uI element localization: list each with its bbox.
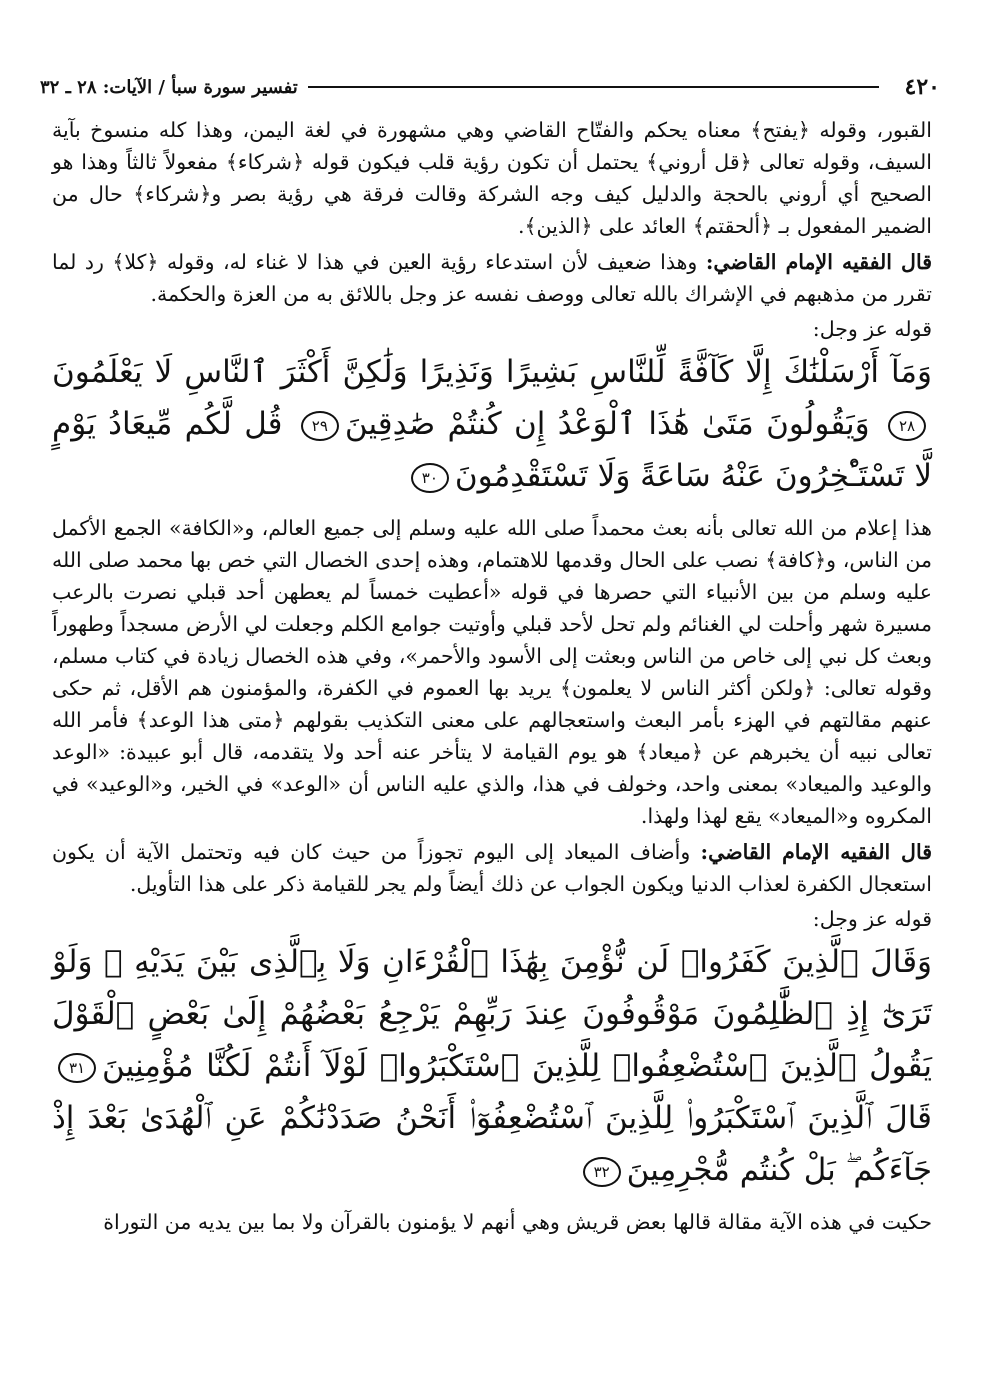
running-title: تفسير سورة سبأ / الآيات: ٢٨ ـ ٣٢ [40, 76, 298, 98]
imam-note-text: وهذا ضعيف لأن استدعاء رؤية العين في هذا لا غناء له، وقوله ﴿كلا﴾ رد لما تقرر من مذهبهم في الإشراك بالله تعالى ووصف نفسه عز وجل باللائق به من العزة والحكمة. [52, 250, 932, 306]
verse-number-marker: ٢٨ [888, 411, 926, 441]
running-header [40, 70, 940, 104]
imam-note-text: وأضاف الميعاد إلى اليوم تجوزاً من حيث كان فيه وتحتمل الآية أن يكون استعجال الكفرة لعذاب الدنيا ويكون الجواب عن ذلك أيضاً ولم يجر للقيامة ذكر على هذا التأويل. [52, 840, 932, 896]
commentary-paragraph: حكيت في هذه الآية مقالة قالها بعض قريش وهي أنهم لا يؤمنون بالقرآن ولا بما بين يديه من التوراة [103, 1210, 932, 1234]
page-number: ٤٢٠ [904, 74, 940, 100]
verse-intro: قوله عز وجل: [812, 907, 932, 931]
verse-text: وَيَقُولُونَ مَتَىٰ هَٰذَا ٱلْوَعْدُ إِن كُنتُمْ صَٰدِقِينَ [344, 406, 870, 442]
imam-note-label: قال الفقيه الإمام القاضي: [700, 840, 932, 864]
quran-verse-block [52, 346, 932, 502]
imam-note-label: قال الفقيه الإمام القاضي: [705, 250, 932, 274]
verse-text: قَالَ ٱلَّذِينَ ٱسْتَكْبَرُوا۟ لِلَّذِينَ ٱسْتُضْعِفُوٓا۟ أَنَحْنُ صَدَدْنَٰكُمْ عَنِ ٱلْهُدَىٰ بَعْدَ إِذْ جَآءَكُم ۖ بَلْ كُنتُم مُّجْرِمِينَ [52, 1100, 932, 1188]
verse-intro: قوله عز وجل: [812, 317, 932, 341]
verse-text: وَمَآ أَرْسَلْنَٰكَ إِلَّا كَآفَّةً لِّلنَّاسِ بَشِيرًا وَنَذِيرًا وَلَٰكِنَّ أَكْثَرَ ٱلنَّاسِ لَا يَعْلَمُونَ [52, 354, 932, 390]
verse-number-marker: ٣١ [58, 1053, 96, 1083]
quran-verse-block [52, 936, 932, 1196]
verse-number-marker: ٣٠ [411, 463, 449, 493]
imam-note [52, 246, 932, 310]
header-rule [308, 86, 879, 88]
commentary-paragraph: القبور، وقوله ﴿يفتح﴾ معناه يحكم والفتّاح القاضي وهي مشهورة في لغة اليمن، وهذا كله منسوخ بآية السيف، وقوله تعالى ﴿قل أروني﴾ يحتمل أن تكون رؤية قلب فيكون قوله ﴿شركاء﴾ مفعولاً ثالثاً وهذا هو الصحيح أي أروني بالحجة والدليل كيف وجه الشركة وقالت فرقة هي رؤية بصر و﴿شركاء﴾ حال من الضمير المفعول بـ ﴿ألحقتم﴾ العائد على ﴿الذين﴾. [52, 118, 932, 238]
verse-text: قُل لَّكُم مِّيعَادُ يَوْمٍ لَّا تَسْتَـْٔخِرُونَ عَنْهُ سَاعَةً وَلَا تَسْتَقْدِمُونَ [52, 406, 932, 494]
verse-number-marker: ٣٢ [583, 1157, 621, 1187]
verse-number-marker: ٢٩ [301, 411, 339, 441]
page-body [52, 114, 932, 1242]
verse-text: وَقَالَ ٱلَّذِينَ كَفَرُوا۟ لَن نُّؤْمِنَ بِهَٰذَا ٱلْقُرْءَانِ وَلَا بِٱلَّذِى بَيْنَ يَدَيْهِ ۗ وَلَوْ تَرَىٰٓ إِذِ ٱلظَّٰلِمُونَ مَوْقُوفُونَ عِندَ رَبِّهِمْ يَرْجِعُ بَعْضُهُمْ إِلَىٰ بَعْضٍ ٱلْقَوْلَ يَقُولُ ٱلَّذِينَ ٱسْتُضْعِفُوا۟ لِلَّذِينَ ٱسْتَكْبَرُوا۟ لَوْلَآ أَنتُمْ لَكُنَّا مُؤْمِنِينَ [52, 944, 932, 1084]
commentary-paragraph: هذا إعلام من الله تعالى بأنه بعث محمداً صلى الله عليه وسلم إلى جميع العالم، و«الكافة» الجمع الأكمل من الناس، و﴿كافة﴾ نصب على الحال وقدمها للاهتمام، وهذه إحدى الخصال التي خص بها محمد صلى الله عليه وسلم من بين الأنبياء التي حصرها في قوله «أعطيت خمساً لم يعطهن أحد قبلي نصرت بالرعب مسيرة شهر وأحلت لي الغنائم ولم تحل لأحد قبلي وأوتيت جوامع الكلم وجعلت لي الأرض مسجداً وطهوراً وبعث كل نبي إلى خاص من الناس وبعثت إلى الأسود والأحمر»، وفي هذه الخصال زيادة في كتاب مسلم، وقوله تعالى: ﴿ولكن أكثر الناس لا يعلمون﴾ يريد بها العموم في الكفرة، والمؤمنون هم الأقل، ثم حكى عنهم مقالتهم في الهزء بأمر البعث واستعجالهم على معنى التكذيب بقولهم ﴿متى هذا الوعد﴾ فأمر الله تعالى نبيه أن يخبرهم عن ﴿ميعاد﴾ هو يوم القيامة لا يتأخر عنه أحد ولا يتقدمه، قال أبو عبيدة: «الوعد والوعيد والميعاد» بمعنى واحد، وخولف في هذا، والذي عليه الناس أن «الوعد» في الخير، و«الوعيد» في المكروه و«الميعاد» يقع لهذا ولهذا. [52, 516, 932, 828]
imam-note [52, 836, 932, 900]
